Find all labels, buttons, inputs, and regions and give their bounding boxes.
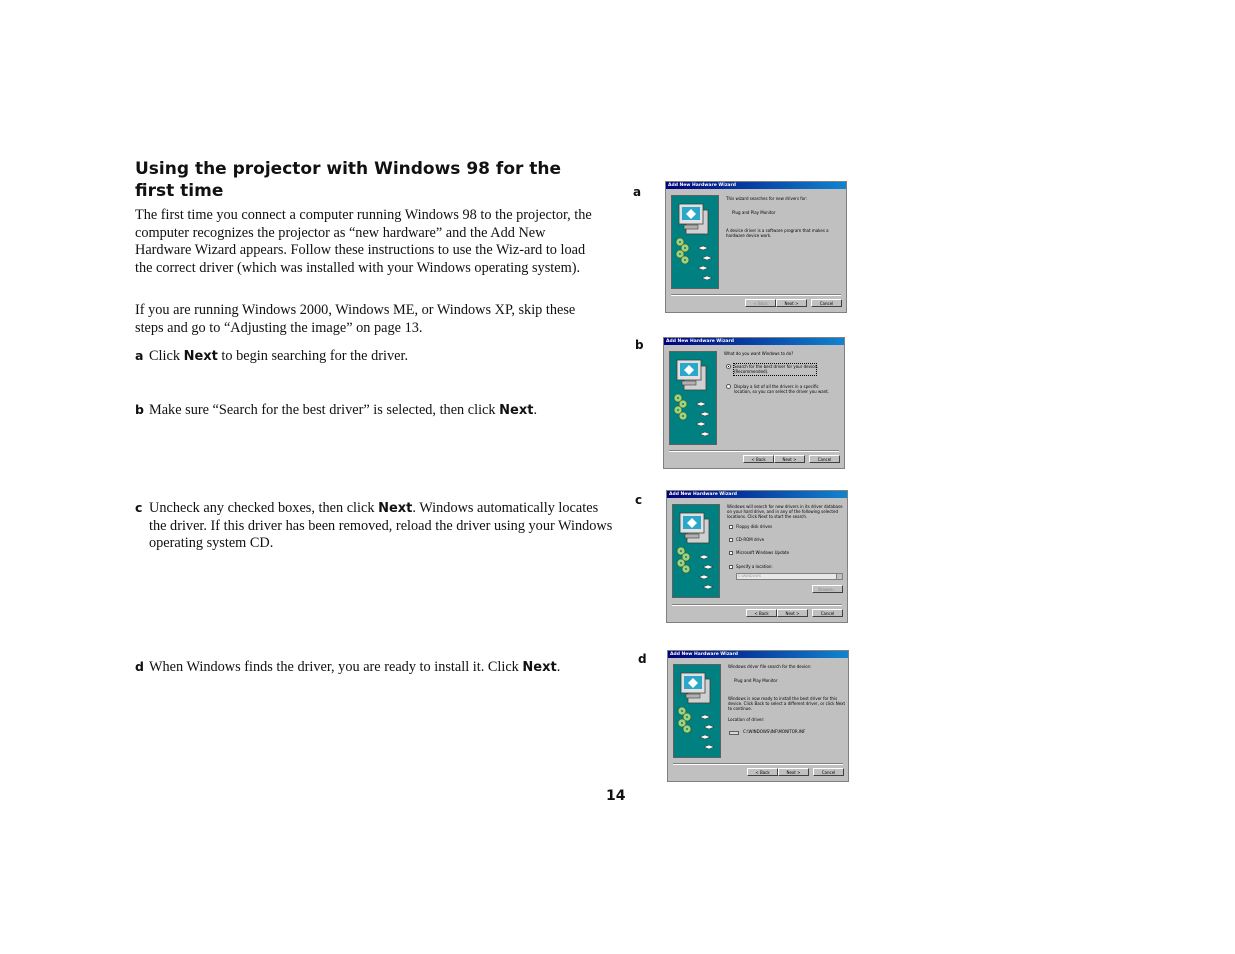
option-text: Display a list of all the drivers in a specific [734,384,819,389]
radio-search-best[interactable] [726,364,731,369]
next-button[interactable]: Next > [777,609,808,617]
wizard-title-bar: Add New Hardware Wizard [667,491,847,498]
intro-paragraph: The first time you connect a computer running Windows 98 to the projector, the computer recognizes the projector as “new hardware” and the Add New Hardware Wizard appears. Follow these instructions to use the Wiz-ard to load the correct driver (which was installed with your Windows operating system). [135,207,592,276]
step-letter: a [135,348,144,363]
arrow-plate-shape [698,246,708,250]
arrow-plate-shape [700,715,710,719]
arrow-plate-shape [702,276,712,280]
figure-label-a: a [633,185,642,199]
cancel-button[interactable]: Cancel [812,609,843,617]
page-number: 14 [606,788,626,804]
step-text: When Windows finds the driver, you are ready to install it. Click [149,659,523,675]
step-d [135,658,619,677]
disc-hole [686,728,688,730]
step-text: Make sure “Search for the best driver” is selected, then click [149,402,500,418]
step-letter: b [135,402,144,417]
disc-hole [677,409,679,411]
cancel-button[interactable]: Cancel [811,299,842,307]
disc-hole [685,568,687,570]
wizard-title-bar: Add New Hardware Wizard [666,182,846,189]
cancel-button[interactable]: Cancel [813,768,844,776]
wizard-text: Windows will search for new drivers in its driver database [727,504,843,509]
step-text: . [533,402,538,418]
disc-hole [682,415,684,417]
step-text: Click [149,348,184,364]
disc-hole [682,403,684,405]
disc-hole [681,722,683,724]
computer-art-icon [673,664,721,758]
computer-illustration [674,665,720,757]
wizard-text: What do you want Windows to do? [724,351,794,356]
wizard-text: on your hard drive, and in any of the following selected [727,509,838,514]
figure-label-c: c [635,493,643,507]
separator [671,294,841,296]
disc-hole [681,710,683,712]
figure-label-d: d [638,652,647,666]
disc-hole [686,716,688,718]
disc-hole [684,259,686,261]
arrow-plate-shape [700,412,710,416]
wizard-text: to continue. [728,706,752,711]
arrow-plate-shape [703,565,713,569]
monitor-base [682,381,696,385]
step-letter: c [135,500,143,515]
computer-art-icon [672,504,720,598]
wizard-text: Location of driver: [728,717,765,722]
wizard-text: hardware device work. [726,233,772,238]
step-text: to begin searching for the driver. [217,348,409,364]
location-combo[interactable] [736,573,843,580]
computer-art-icon [671,195,719,289]
step-key: Next [499,403,534,418]
wizard-title-bar: Add New Hardware Wizard [664,338,844,345]
option-text: (Recommended). [734,369,769,374]
option-text: CD-ROM drive [736,537,765,542]
chevron-down-icon [836,574,842,579]
device-name: Plug and Play Monitor [734,678,778,683]
disc-hole [679,253,681,255]
step-key: Next [183,349,218,364]
arrow-plate-shape [699,575,709,579]
next-button[interactable]: Next > [778,768,809,776]
browse-button[interactable]: Browse... [812,585,843,593]
arrow-plate-shape [700,735,710,739]
step-b [135,401,619,420]
option-text: Floppy disk drives [736,524,773,529]
specify-location-checkbox[interactable] [729,565,733,569]
os-note-paragraph: If you are running Windows 2000, Windows ME, or Windows XP, skip these steps and go to “Adjusting the image” on page 13. [135,302,576,336]
step-text: Uncheck any checked boxes, then click [149,500,379,516]
wizard-screenshot-a [665,181,847,313]
floppy-checkbox[interactable] [729,525,733,529]
arrow-plate-shape [700,432,710,436]
radio-display-list[interactable] [726,384,731,389]
wizard-text: This wizard searches for new drivers for: [726,196,808,201]
step-text: . [556,659,561,675]
wizard-screenshot-c [666,490,848,623]
disc-hole [679,241,681,243]
back-button[interactable]: < Back [745,299,776,307]
wizard-text: device. Click Back to select a different driver, or click Next [728,701,846,706]
computer-art-icon [669,351,717,445]
back-button[interactable]: < Back [747,768,778,776]
separator [672,604,842,606]
monitor-base [685,534,699,538]
page-title: Using the projector with Windows 98 for the first time [135,159,562,201]
wizard-title-bar: Add New Hardware Wizard [668,651,848,658]
disc-hole [684,247,686,249]
step-letter: d [135,659,144,674]
wizard-text: locations. Click Next to start the search. [727,514,808,519]
monitor-base [684,225,698,229]
next-button[interactable]: Next > [774,455,805,463]
computer-illustration [673,505,719,597]
separator [669,450,839,452]
windows-update-checkbox[interactable] [729,551,733,555]
step-key: Next [378,501,413,516]
arrow-plate-shape [703,585,713,589]
step-text: . Windows automatically locates the driver. If this driver has been removed, reload the driver using your Windows operating system CD. [149,500,613,551]
computer-illustration [672,196,718,288]
disc-hole [680,550,682,552]
wizard-text: A device driver is a software program that makes a [726,228,829,233]
arrow-plate-shape [698,266,708,270]
wizard-screenshot-b [663,337,845,469]
disc-hole [685,556,687,558]
monitor-base [686,694,700,698]
location-value: C:\WINDOWS [738,574,762,578]
wizard-text: Windows driver file search for the device: [728,664,812,669]
option-text: Specify a location: [736,564,773,569]
figure-label-b: b [635,338,644,352]
back-button[interactable]: < Back [746,609,777,617]
step-c [135,499,619,553]
cancel-button[interactable]: Cancel [809,455,840,463]
arrow-plate-shape [704,745,714,749]
disc-hole [680,562,682,564]
disc-hole [677,397,679,399]
option-text: Search for the best driver for your device. [734,364,819,369]
option-text: Microsoft Windows Update [736,550,790,555]
wizard-text: Windows is now ready to install the best driver for this [728,696,838,701]
arrow-plate-shape [704,725,714,729]
arrow-plate-shape [696,422,706,426]
driver-path: C:\WINDOWS\INF\MONITOR.INF [743,729,806,734]
next-button[interactable]: Next > [776,299,807,307]
step-key: Next [522,660,557,675]
driver-file-icon [729,731,739,735]
arrow-plate-shape [699,555,709,559]
arrow-plate-shape [696,402,706,406]
back-button[interactable]: < Back [743,455,774,463]
separator [673,763,843,765]
computer-illustration [670,352,716,444]
option-text: location, so you can select the driver you want. [734,389,830,394]
wizard-screenshot-d [667,650,849,782]
device-name: Plug and Play Monitor [732,210,776,215]
cdrom-checkbox[interactable] [729,538,733,542]
arrow-plate-shape [702,256,712,260]
step-a [135,347,619,366]
